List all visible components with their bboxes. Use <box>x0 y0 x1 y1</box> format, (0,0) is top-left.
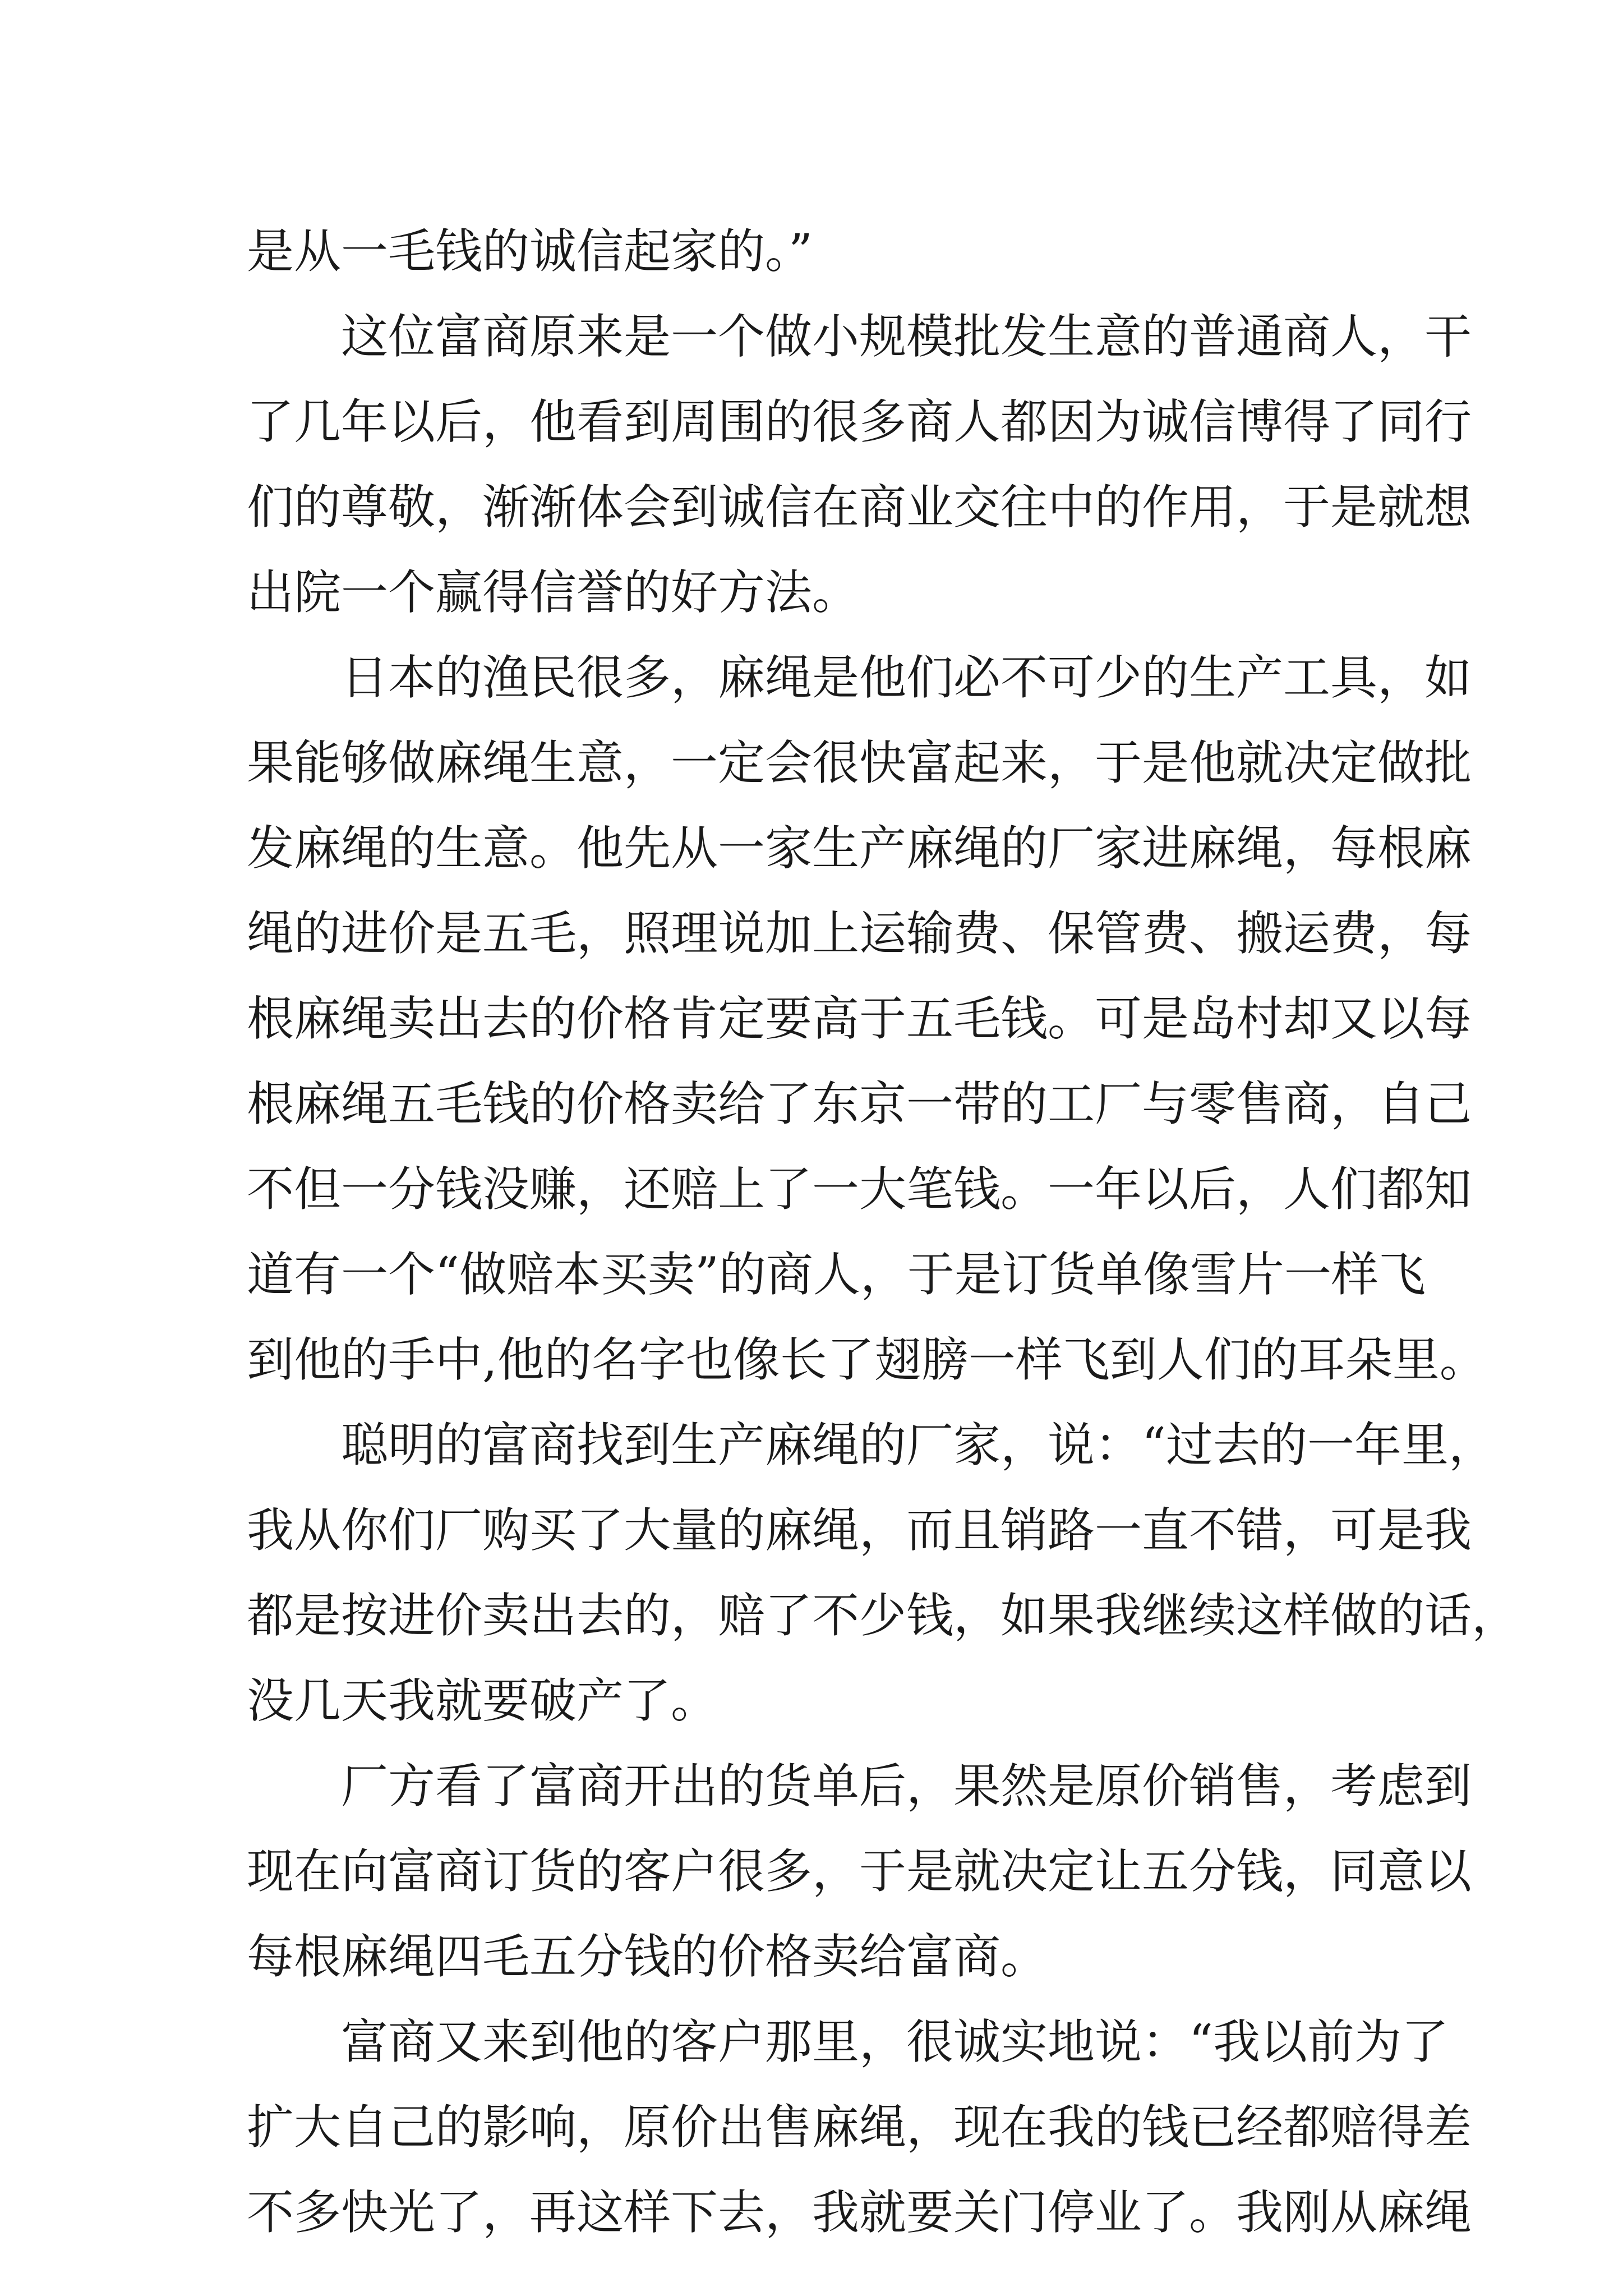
text-line: 每根麻绳四毛五分钱的价格卖给富商。 <box>247 1929 1048 1984</box>
paragraph-first-line: 富商又来到他的客户那里，很诚实地说：“我以前为了 <box>341 2014 1449 2069</box>
text-line: 到他的手中,他的名字也像长了翅膀一样飞到人们的耳朵里。 <box>247 1332 1487 1387</box>
body-text <box>247 209 1519 2255</box>
paragraph-first-line: 厂方看了富商开出的货单后，果然是原价销售，考虑到 <box>341 1759 1472 1814</box>
paragraph-first-line: 这位富商原来是一个做小规模批发生意的普通商人，干 <box>341 309 1472 364</box>
text-line: 了几年以后，他看到周围的很多商人都因为诚信博得了同行 <box>247 394 1472 449</box>
text-line: 扩大自己的影响，原价出售麻绳，现在我的钱已经都赔得差 <box>247 2100 1472 2155</box>
paragraph-first-line: 日本的渔民很多，麻绳是他们必不可少的生产工具，如 <box>341 650 1472 705</box>
paragraph-first-line: 聪明的富商找到生产麻绳的厂家，说：“过去的一年里， <box>341 1418 1496 1473</box>
text-line: 根麻绳卖出去的价格肯定要高于五毛钱。可是岛村却又以每 <box>247 991 1472 1046</box>
text-line: 不多快光了，再这样下去，我就要关门停业了。我刚从麻绳 <box>247 2185 1472 2240</box>
text-line: 没几天我就要破产了。 <box>247 1673 718 1728</box>
text-line: 都是按进价卖出去的，赔了不少钱，如果我继续这样做的话， <box>247 1588 1519 1643</box>
text-line: 根麻绳五毛钱的价格卖给了东京一带的工厂与零售商，自己 <box>247 1076 1472 1131</box>
text-line: 发麻绳的生意。他先从一家生产麻绳的厂家进麻绳，每根麻 <box>247 821 1472 876</box>
text-line: 出院一个赢得信誉的好方法。 <box>247 565 860 620</box>
text-line: 绳的进价是五毛，照理说加上运输费、保管费、搬运费，每 <box>247 906 1472 961</box>
text-line: 不但一分钱没赚，还赔上了一大笔钱。一年以后，人们都知 <box>247 1162 1472 1217</box>
text-line: 道有一个“做赔本买卖”的商人，于是订货单像雪片一样飞 <box>247 1247 1426 1302</box>
text-line: 是从一毛钱的诚信起家的。” <box>247 224 813 279</box>
text-line: 我从你们厂购买了大量的麻绳，而且销路一直不错，可是我 <box>247 1503 1472 1558</box>
text-line: 果能够做麻绳生意，一定会很快富起来，于是他就决定做批 <box>247 735 1472 790</box>
text-line: 们的尊敬，渐渐体会到诚信在商业交往中的作用，于是就想 <box>247 480 1472 535</box>
text-line: 现在向富商订货的客户很多，于是就决定让五分钱，同意以 <box>247 1844 1472 1899</box>
